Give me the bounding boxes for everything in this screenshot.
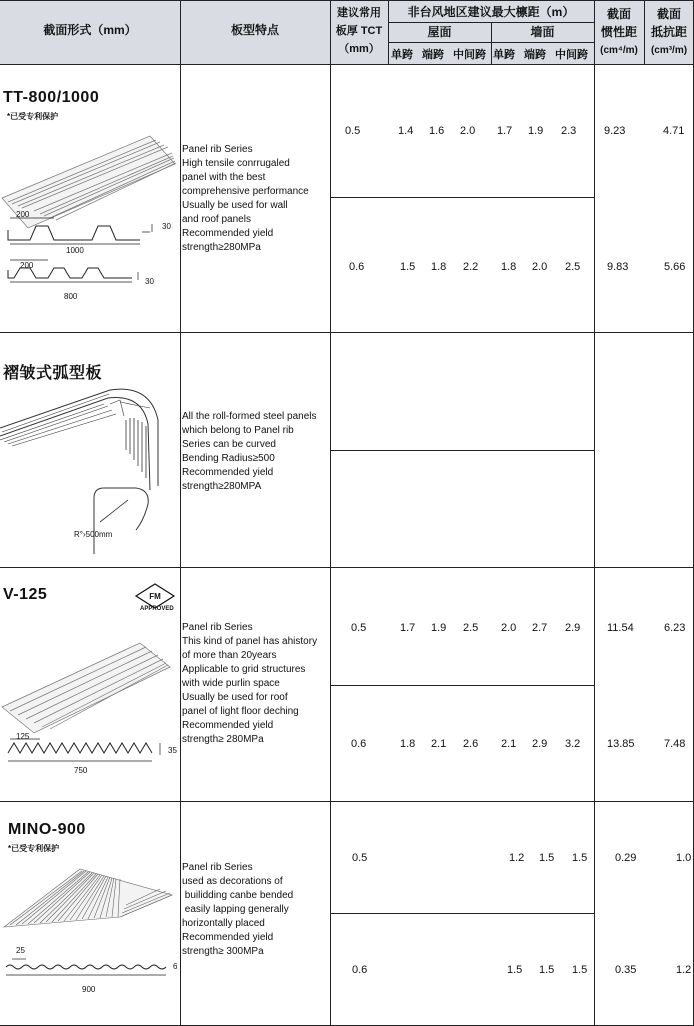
header-resist-1: 截面 [656, 7, 681, 21]
resist-value: 5.66 [664, 261, 686, 273]
header-thickness-1: 建议常用 [337, 7, 381, 19]
span-value: 2.0 [460, 125, 476, 137]
grid-line [644, 0, 645, 64]
dim-label: 30 [162, 222, 171, 231]
grid-line [0, 332, 694, 333]
fm-badge-approved: APPROVED [140, 606, 174, 612]
header-inertia-2: 惯性距 [600, 25, 637, 39]
thickness-value: 0.5 [352, 852, 368, 864]
grid-line [388, 0, 389, 64]
resist-value: 1.2 [676, 964, 692, 976]
header-resist-2: 抵抗距 [650, 25, 687, 39]
panel-description: Panel rib Series This kind of panel has ahistory of more than 20years Applicable to grid structures with wide purlin space Usually be used for roof panel of light floor deching Recommended yield strength≥ 280MPa [182, 622, 318, 745]
header-wall-middle: 中间跨 [555, 49, 588, 61]
grid-line [330, 197, 594, 198]
inertia-value: 13.85 [607, 738, 635, 750]
header-thickness-2: 板厚 TCT [335, 25, 383, 37]
span-value: 3.2 [565, 738, 581, 750]
header-thickness-3: （mm） [338, 43, 380, 55]
thickness-value: 0.6 [352, 964, 368, 976]
panel-title: 褶皱式弧型板 [3, 365, 103, 382]
span-value: 1.4 [398, 125, 414, 137]
dim-label: 30 [145, 277, 154, 286]
grid-line [0, 64, 694, 65]
grid-line [594, 0, 595, 1026]
span-value: 2.1 [431, 738, 447, 750]
grid-line [330, 913, 594, 914]
panel-title: TT-800/1000 [3, 89, 100, 106]
header-wall-single: 单跨 [493, 49, 515, 61]
header-wall-end: 端跨 [524, 49, 546, 61]
span-value: 1.6 [429, 125, 445, 137]
dim-label: 25 [16, 946, 25, 955]
span-value: 1.2 [509, 852, 525, 864]
panel-description: Panel rib Series used as decorations of builidding canbe bended easily lapping generally horizontally placed Recommended yield strength≥ 300MPa [182, 862, 294, 957]
span-value: 1.7 [400, 622, 416, 634]
grid-line [388, 42, 594, 43]
panel-description: Panel rib Series High tensile conrrugaled panel with the best comprehensive performance Usually be used for wall and roof panels Recommended yield strength≥280MPa [182, 144, 309, 253]
header-inertia-1: 截面 [606, 7, 631, 21]
span-value: 2.3 [561, 125, 577, 137]
thickness-value: 0.5 [345, 125, 361, 137]
span-value: 1.8 [501, 261, 517, 273]
tt-panel-illustration [0, 120, 180, 325]
panel-title: MINO-900 [8, 821, 86, 838]
span-value: 1.5 [572, 852, 588, 864]
span-value: 1.7 [497, 125, 513, 137]
resist-value: 6.23 [664, 622, 686, 634]
patent-note: *已受专利保护 [7, 112, 59, 121]
dim-label: 200 [16, 210, 30, 219]
header-span: 非台风地区建议最大檩距（m） [407, 5, 575, 19]
dim-label: 800 [64, 292, 78, 301]
grid-line [330, 0, 331, 1026]
span-value: 1.8 [400, 738, 416, 750]
fm-badge-label: FM [149, 592, 161, 601]
header-roof-single: 单跨 [391, 49, 413, 61]
panel-title: V-125 [3, 586, 48, 603]
header-roof: 屋面 [427, 25, 452, 39]
span-value: 1.5 [539, 964, 555, 976]
span-value: 2.0 [501, 622, 517, 634]
dim-label: 900 [82, 985, 96, 994]
grid-line [330, 685, 594, 686]
inertia-value: 9.83 [607, 261, 629, 273]
grid-line [491, 22, 492, 64]
resist-value: 7.48 [664, 738, 686, 750]
inertia-value: 0.29 [615, 852, 637, 864]
thickness-value: 0.6 [349, 261, 365, 273]
span-value: 2.0 [532, 261, 548, 273]
resist-value: 4.71 [663, 125, 685, 137]
dim-label: R°›500mm [74, 530, 113, 539]
header-roof-middle: 中间跨 [453, 49, 486, 61]
dim-label: 125 [16, 732, 30, 741]
dim-label: 6 [173, 962, 178, 971]
header-wall: 墙面 [530, 25, 555, 39]
v125-panel-illustration [0, 615, 180, 785]
span-value: 2.5 [565, 261, 581, 273]
span-value: 1.9 [431, 622, 447, 634]
grid-line [0, 801, 694, 802]
dim-label: 200 [20, 261, 34, 270]
inertia-value: 9.23 [604, 125, 626, 137]
grid-line [0, 567, 694, 568]
span-value: 1.8 [431, 261, 447, 273]
grid-line [180, 0, 181, 1026]
inertia-value: 0.35 [615, 964, 637, 976]
header-section-form: 截面形式（mm） [43, 23, 137, 37]
span-value: 2.7 [532, 622, 548, 634]
header-roof-end: 端跨 [422, 49, 444, 61]
thickness-value: 0.5 [351, 622, 367, 634]
dim-label: 1000 [66, 246, 84, 255]
span-value: 1.5 [539, 852, 555, 864]
span-value: 1.5 [507, 964, 523, 976]
span-value: 2.9 [565, 622, 581, 634]
grid-line [330, 450, 594, 451]
span-value: 1.5 [400, 261, 416, 273]
inertia-value: 11.54 [607, 622, 634, 634]
span-value: 1.5 [572, 964, 588, 976]
span-value: 2.5 [463, 622, 479, 634]
patent-note: *已受专利保护 [8, 844, 60, 853]
span-value: 1.9 [528, 125, 544, 137]
dim-label: 35 [168, 746, 177, 755]
span-value: 2.9 [532, 738, 548, 750]
mino-panel-illustration [0, 855, 180, 1023]
span-value: 2.1 [501, 738, 517, 750]
header-features: 板型特点 [230, 23, 279, 37]
grid-line [388, 22, 594, 23]
grid-line [0, 0, 694, 1]
dim-label: 750 [74, 766, 88, 775]
resist-value: 1.0 [676, 852, 692, 864]
header-inertia-3: (cm⁴/m) [600, 45, 638, 56]
panel-description: All the roll-formed steel panels which belong to Panel rib Series can be curved Bending Radius≥500 Recommended yield strength≥280MPA [182, 411, 317, 492]
header-resist-3: (cm³/m) [650, 45, 688, 56]
thickness-value: 0.6 [351, 738, 367, 750]
span-value: 2.2 [463, 261, 479, 273]
span-value: 2.6 [463, 738, 479, 750]
